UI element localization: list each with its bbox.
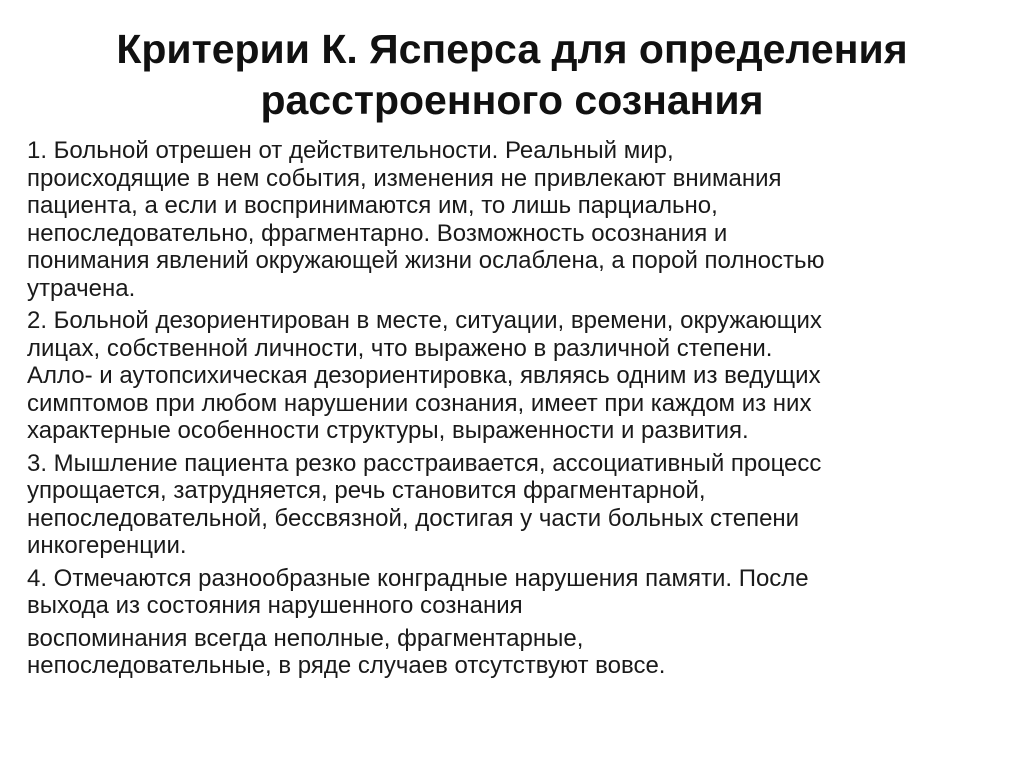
text-line: непоследовательно, фрагментарно. Возможность осознания и <box>27 219 728 247</box>
slide-title-line: Критерии К. Ясперса для определения <box>116 26 908 72</box>
text-line: характерные особенности структуры, выраженности и развития. <box>27 417 749 444</box>
text-line: упрощается, затрудняется, речь становится фрагментарной, <box>27 477 706 504</box>
text-line: утрачена. <box>27 274 136 302</box>
slide-title-line: расстроенного сознания <box>260 77 764 123</box>
criterion-paragraph-4-continued <box>27 625 1002 680</box>
text-line: лицах, собственной личности, что выражено в различной степени. <box>27 334 773 362</box>
text-line: выхода из состояния нарушенного сознания <box>27 592 523 619</box>
text-line: воспоминания всегда неполные, фрагментарные, <box>27 624 584 652</box>
criterion-paragraph-2 <box>27 307 1002 445</box>
slide-title <box>20 24 1004 126</box>
text-line: 4. Отмечаются разнообразные конградные нарушения памяти. После <box>27 564 809 592</box>
text-line: 2. Больной дезориентирован в месте, ситуации, времени, окружающих <box>27 307 822 334</box>
text-line: Алло- и аутопсихическая дезориентировка, являясь одним из ведущих <box>27 362 821 389</box>
text-line: непоследовательной, бессвязной, достигая у части больных степени <box>27 504 800 532</box>
text-line: симптомов при любом нарушении сознания, имеет при каждом из них <box>27 389 812 417</box>
criterion-paragraph-1 <box>27 137 1002 302</box>
text-line: происходящие в нем события, изменения не привлекают внимания <box>27 164 782 192</box>
text-line: непоследовательные, в ряде случаев отсутствуют вовсе. <box>27 652 666 679</box>
text-line: 1. Больной отрешен от действительности. Реальный мир, <box>27 137 674 164</box>
text-line: пациента, а если и воспринимаются им, то лишь парциально, <box>27 192 718 219</box>
text-line: 3. Мышление пациента резко расстраивается, ассоциативный процесс <box>27 449 822 477</box>
text-line: инкогеренции. <box>27 532 187 559</box>
text-line: понимания явлений окружающей жизни ослаблена, а порой полностью <box>27 247 825 274</box>
criterion-paragraph-3 <box>27 450 1002 560</box>
criterion-paragraph-4 <box>27 565 1002 620</box>
slide-body <box>27 137 1002 685</box>
